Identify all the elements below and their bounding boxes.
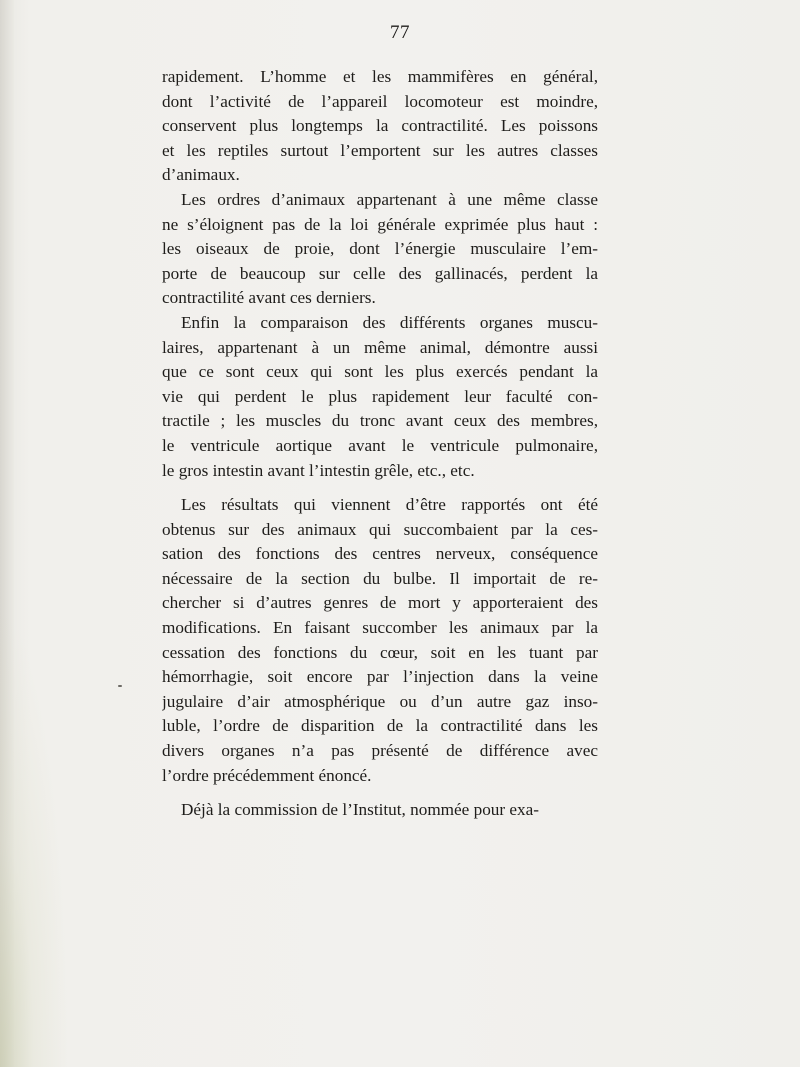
paragraph-gap: [162, 483, 598, 493]
text-line: et les reptiles surtout l’emportent sur les autres classes: [162, 140, 598, 160]
body-text: [162, 65, 598, 823]
text-line: Les ordres d’animaux appartenant à une même classe: [181, 189, 598, 209]
paragraph-gap: [162, 788, 598, 798]
ink-speck: [118, 685, 122, 687]
text-line: obtenus sur des animaux qui succombaient par la ces-: [162, 519, 598, 539]
text-line: nécessaire de la section du bulbe. Il importait de re-: [162, 568, 598, 588]
text-line: porte de beaucoup sur celle des gallinacés, perdent la: [162, 263, 598, 283]
text-line: luble, l’ordre de disparition de la contractilité dans les: [162, 716, 598, 736]
paragraph: [162, 798, 598, 823]
paragraph: [162, 65, 598, 188]
paragraph: [162, 188, 598, 311]
text-line: contractilité avant ces derniers.: [162, 288, 376, 308]
text-line: dont l’activité de l’appareil locomoteur est moindre,: [162, 91, 598, 111]
text-line: sation des fonctions des centres nerveux, conséquence: [162, 544, 598, 564]
paragraph: [162, 493, 598, 788]
text-line: jugulaire d’air atmosphérique ou d’un autre gaz inso-: [162, 691, 598, 711]
text-line: conservent plus longtemps la contractilité. Les poissons: [162, 116, 598, 136]
text-line: chercher si d’autres genres de mort y apporteraient des: [162, 593, 598, 613]
text-line: cessation des fonctions du cœur, soit en les tuant par: [162, 642, 598, 662]
text-line: divers organes n’a pas présenté de différence avec: [162, 741, 598, 761]
text-line: laires, appartenant à un même animal, démontre aussi: [162, 337, 598, 357]
text-line: l’ordre précédemment énoncé.: [162, 765, 372, 785]
text-line: que ce sont ceux qui sont les plus exercés pendant la: [162, 362, 598, 382]
text-line: le gros intestin avant l’intestin grêle, etc., etc.: [162, 460, 475, 480]
text-line: les oiseaux de proie, dont l’énergie musculaire l’em-: [162, 239, 598, 259]
text-line: d’animaux.: [162, 165, 240, 185]
text-line: hémorrhagie, soit encore par l’injection dans la veine: [162, 667, 598, 687]
text-line: ne s’éloignent pas de la loi générale exprimée plus haut :: [162, 214, 598, 234]
page-number: 77: [390, 22, 410, 43]
text-line: Enfin la comparaison des différents organes muscu-: [181, 312, 598, 332]
text-line: modifications. En faisant succomber les animaux par la: [162, 618, 598, 638]
text-line: tractile ; les muscles du tronc avant ceux des membres,: [162, 411, 598, 431]
text-line: rapidement. L’homme et les mammifères en général,: [162, 67, 598, 86]
text-line: Déjà la commission de l’Institut, nommée pour exa-: [181, 800, 539, 820]
text-line: vie qui perdent le plus rapidement leur faculté con-: [162, 386, 598, 406]
text-line: le ventricule aortique avant le ventricule pulmonaire,: [162, 435, 598, 455]
paragraph: [162, 311, 598, 483]
text-line: Les résultats qui viennent d’être rapportés ont été: [181, 495, 598, 515]
paper-stain: [0, 607, 70, 1067]
